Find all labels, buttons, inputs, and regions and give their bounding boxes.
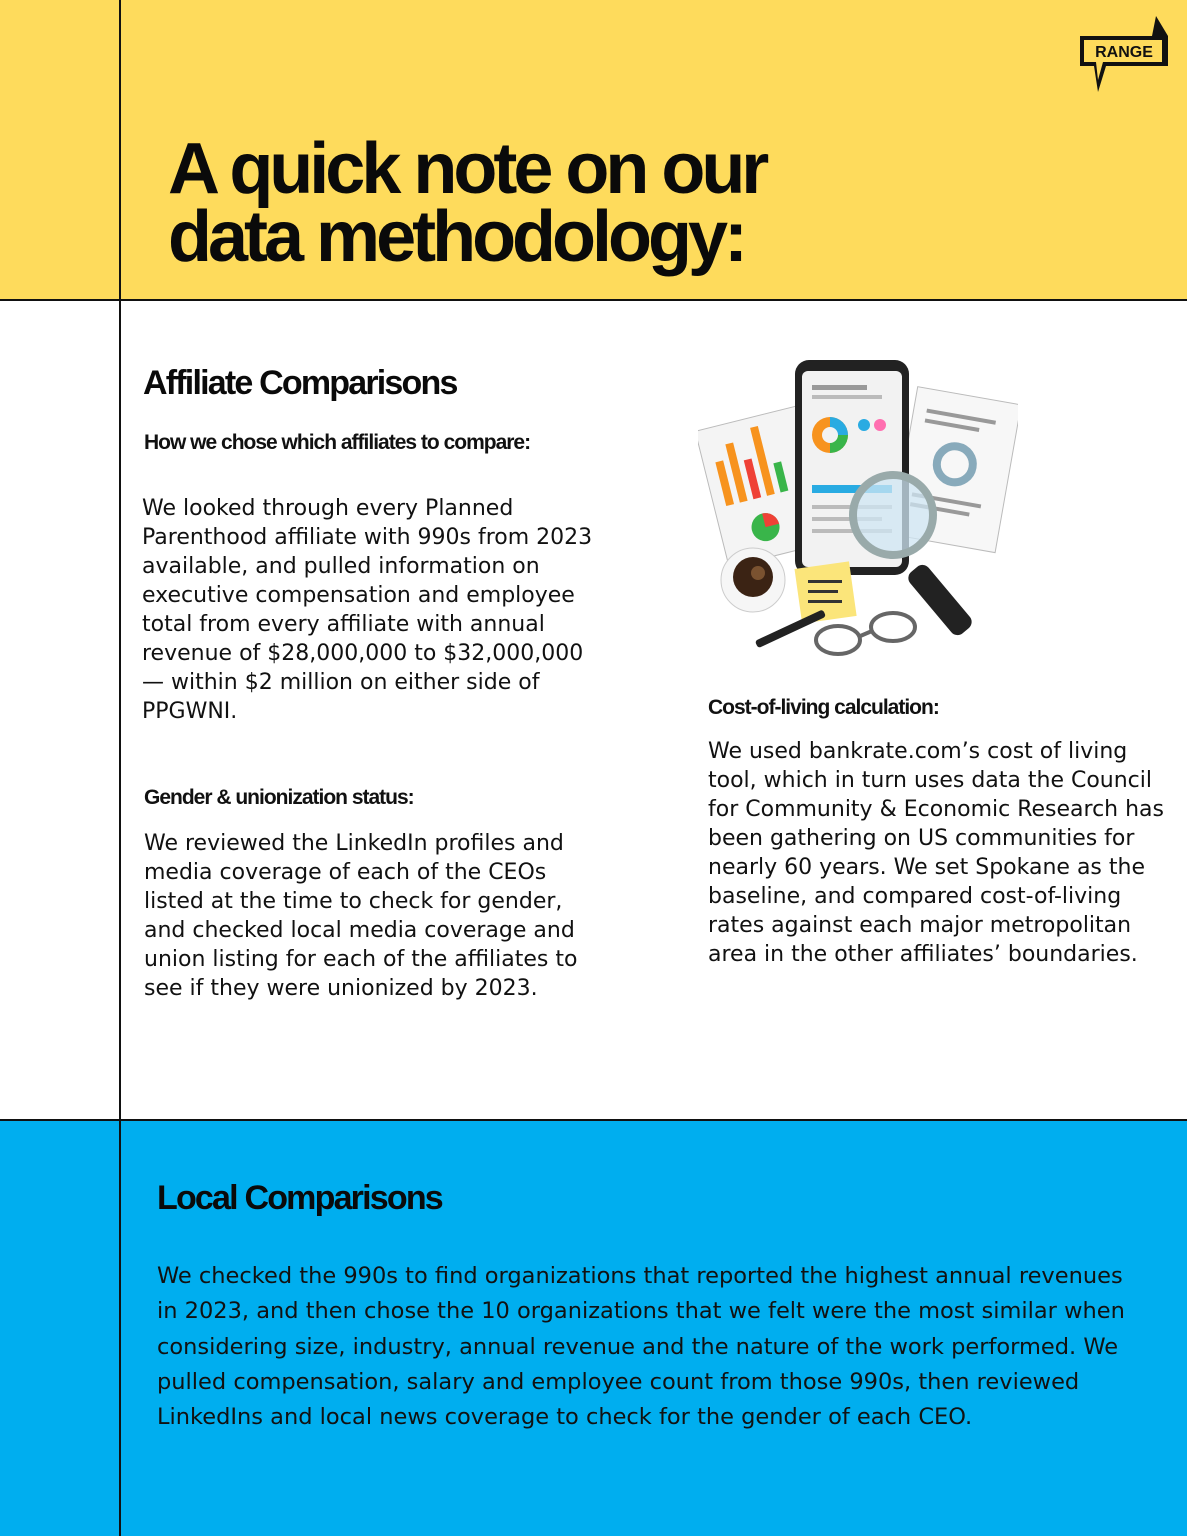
local-heading: Local Comparisons — [157, 1179, 442, 1217]
page-title — [168, 129, 1068, 277]
vertical-divider — [119, 0, 121, 1536]
col-body: We used bankrate.com’s cost of living tool, which in turn uses data the Council for Community & Economic Research has been gathering on US communities for nearly 60 years. We set Spokane as the baseline, and compared cost-of-living rates against each major metropolitan area in the other affiliates’ boundaries. — [708, 739, 1164, 967]
gender-heading: Gender & unionization status: — [144, 786, 414, 809]
local-body: We checked the 990s to find organizations that reported the highest annual revenues in 2023, and then chose the 10 organizations that we felt were the most similar when considering size, industry, annual revenue and the nature of the work performed. We pulled compensation, salary and employee count from those 990s, then reviewed LinkedIns and local news coverage to check for the gender of each CEO. — [157, 1263, 1125, 1431]
choose-heading: How we chose which affiliates to compare: — [144, 431, 531, 454]
title-line-2: data methodology: — [168, 197, 744, 277]
range-logo — [1076, 14, 1172, 96]
logo-text: RANGE — [1095, 44, 1153, 61]
col-heading: Cost-of-living calculation: — [708, 696, 939, 719]
data-analysis-illustration — [698, 355, 1018, 665]
choose-body: We looked through every Planned Parenthood affiliate with 990s from 2023 available, and pulled information on executive compensation and employee total from every affiliate with annual revenue of $28,000,000 to $32,000,000 — within $2 million on either side of PPGWNI. — [142, 496, 593, 724]
gender-body: We reviewed the LinkedIn profiles and media coverage of each of the CEOs listed at the time to check for gender, and checked local media coverage and union listing for each of the affiliates to see if they were unionized by 2023. — [144, 831, 578, 1001]
affiliate-heading: Affiliate Comparisons — [143, 364, 457, 402]
title-line-1: A quick note on our — [168, 129, 766, 209]
